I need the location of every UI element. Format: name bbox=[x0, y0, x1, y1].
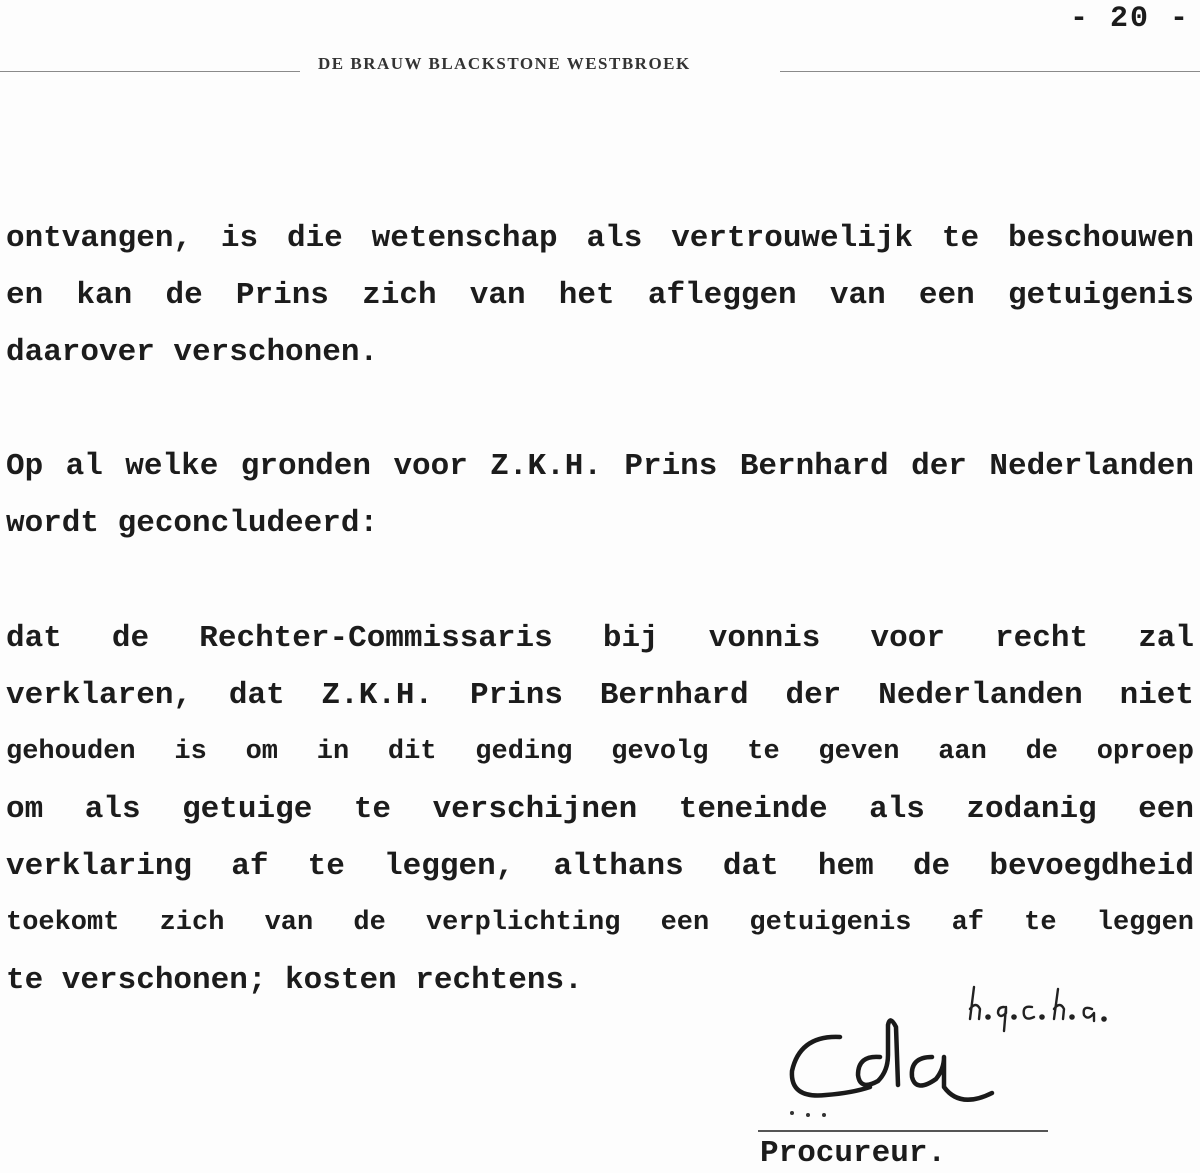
signature-line bbox=[758, 1130, 1048, 1132]
text-line: dat de Rechter-Commissaris bij vonnis voor recht zal bbox=[6, 621, 1194, 656]
page-number: - 20 - bbox=[1069, 2, 1190, 36]
handwritten-initials bbox=[970, 987, 1106, 1031]
text-line: daarover verschonen. bbox=[6, 335, 379, 370]
signature-label: Procureur. bbox=[760, 1136, 947, 1171]
paragraph-conclusion-reasoning bbox=[6, 210, 1194, 381]
text-line: verklaring af te leggen, althans dat hem de bevoegdheid bbox=[6, 849, 1194, 884]
handwritten-signature bbox=[760, 975, 1160, 1135]
text-line: te verschonen; kosten rechtens. bbox=[6, 963, 583, 998]
text-line: wordt geconcludeerd: bbox=[6, 506, 379, 541]
paragraph-grounds bbox=[6, 438, 1194, 552]
text-line: Op al welke gronden voor Z.K.H. Prins Bernhard der Nederlanden bbox=[6, 449, 1194, 484]
text-line: en kan de Prins zich van het afleggen van een getuigenis bbox=[6, 278, 1194, 313]
text-line: gehouden is om in dit geding gevolg te geven aan de oproep bbox=[6, 737, 1194, 767]
firm-letterhead: DE BRAUW BLACKSTONE WESTBROEK bbox=[318, 54, 691, 73]
header-rule-left bbox=[0, 71, 300, 72]
paragraph-claim bbox=[6, 610, 1194, 1009]
header-rule-right bbox=[780, 71, 1200, 72]
text-line: toekomt zich van de verplichting een getuigenis af te leggen bbox=[6, 908, 1194, 938]
text-line: ontvangen, is die wetenschap als vertrouwelijk te beschouwen bbox=[6, 221, 1194, 256]
text-line: om als getuige te verschijnen teneinde als zodanig een bbox=[6, 792, 1194, 827]
text-line: verklaren, dat Z.K.H. Prins Bernhard der Nederlanden niet bbox=[6, 678, 1194, 713]
